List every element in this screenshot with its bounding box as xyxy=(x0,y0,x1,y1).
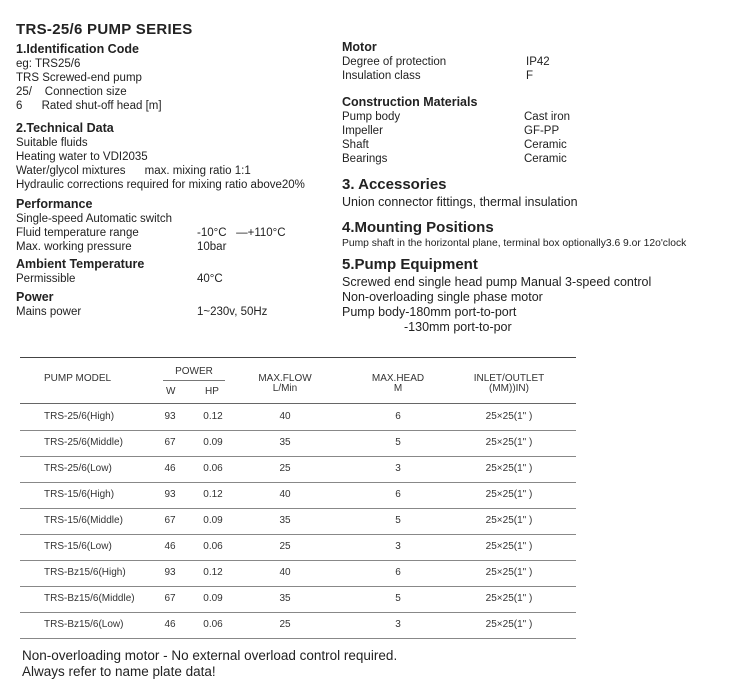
header-inlet-unit: (MM))IN) xyxy=(489,383,529,394)
cell-model: TRS-15/6(Low) xyxy=(44,541,112,552)
ambient-label: Permissible xyxy=(16,273,76,285)
performance-label: Fluid temperature range xyxy=(16,227,139,239)
ambient-value: 40°C xyxy=(197,273,223,285)
materials-label: Impeller xyxy=(342,125,383,137)
cell-power-w: 93 xyxy=(164,489,176,500)
cell-max-flow: 25 xyxy=(279,541,291,552)
performance-label: Max. working pressure xyxy=(16,241,132,253)
equipment-line: -130mm port-to-por xyxy=(404,320,512,334)
cell-max-head: 6 xyxy=(395,489,401,500)
cell-power-w: 93 xyxy=(164,411,176,422)
mounting-text: Pump shaft in the horizontal plane, terminal box optionally3.6 9.or 12o'clock xyxy=(342,238,687,249)
cell-power-w: 46 xyxy=(164,541,176,552)
cell-model: TRS-Bz15/6(Middle) xyxy=(44,593,135,604)
row-rule xyxy=(20,456,576,457)
ambient-heading: Ambient Temperature xyxy=(16,257,145,271)
cell-power-hp: 0.06 xyxy=(203,541,223,552)
row-rule xyxy=(20,638,576,639)
materials-value: GF-PP xyxy=(524,125,560,137)
cell-inlet-outlet: 25×25(1" ) xyxy=(485,515,533,526)
technical-line: Water/glycol mixtures max. mixing ratio 1:1 xyxy=(16,165,251,177)
identification-line: eg: TRS25/6 xyxy=(16,58,81,70)
equipment-line: Screwed end single head pump Manual 3-speed control xyxy=(342,275,652,289)
power-rule xyxy=(163,380,225,381)
cell-max-head: 5 xyxy=(395,593,401,604)
cell-max-flow: 35 xyxy=(279,437,291,448)
row-rule xyxy=(20,560,576,561)
header-flow-unit: L/Min xyxy=(272,383,298,394)
row-rule xyxy=(20,430,576,431)
cell-inlet-outlet: 25×25(1" ) xyxy=(485,593,533,604)
performance-value: 10bar xyxy=(197,241,227,253)
identification-line: 25/ Connection size xyxy=(16,86,127,98)
cell-model: TRS-15/6(High) xyxy=(44,489,115,500)
materials-label: Bearings xyxy=(342,153,388,165)
cell-inlet-outlet: 25×25(1" ) xyxy=(485,463,533,474)
cell-max-flow: 25 xyxy=(279,463,291,474)
cell-model: TRS-25/6(Low) xyxy=(44,463,112,474)
cell-max-head: 6 xyxy=(395,411,401,422)
technical-line: Heating water to VDI2035 xyxy=(16,151,148,163)
technical-line: Suitable fluids xyxy=(16,137,88,149)
accessories-text: Union connector fittings, thermal insulation xyxy=(342,195,578,209)
row-rule xyxy=(20,508,576,509)
header-w: W xyxy=(166,386,176,397)
cell-max-head: 3 xyxy=(395,619,401,630)
header-power: POWER xyxy=(175,366,213,377)
page-title: TRS-25/6 PUMP SERIES xyxy=(16,21,193,38)
row-rule xyxy=(20,482,576,483)
motor-label: Degree of protection xyxy=(342,56,447,68)
identification-line: 6 Rated shut-off head [m] xyxy=(16,100,162,112)
cell-max-head: 5 xyxy=(395,437,401,448)
technical-heading: 2.Technical Data xyxy=(16,121,114,135)
equipment-line: Pump body-180mm port-to-port xyxy=(342,305,517,319)
materials-label: Pump body xyxy=(342,111,401,123)
cell-power-hp: 0.12 xyxy=(203,567,223,578)
power-heading: Power xyxy=(16,290,54,304)
cell-power-w: 67 xyxy=(164,437,176,448)
cell-max-head: 6 xyxy=(395,567,401,578)
row-rule xyxy=(20,534,576,535)
materials-value: Ceramic xyxy=(524,153,567,165)
cell-max-head: 3 xyxy=(395,463,401,474)
cell-inlet-outlet: 25×25(1" ) xyxy=(485,541,533,552)
cell-power-hp: 0.09 xyxy=(203,437,223,448)
materials-label: Shaft xyxy=(342,139,369,151)
motor-value: F xyxy=(526,70,534,82)
cell-power-hp: 0.12 xyxy=(203,489,223,500)
cell-model: TRS-25/6(Middle) xyxy=(44,437,123,448)
materials-heading: Construction Materials xyxy=(342,95,478,109)
cell-max-flow: 35 xyxy=(279,515,291,526)
motor-heading: Motor xyxy=(342,40,377,54)
header-head: MAX.HEAD xyxy=(371,373,425,384)
cell-inlet-outlet: 25×25(1" ) xyxy=(485,411,533,422)
cell-model: TRS-Bz15/6(Low) xyxy=(44,619,124,630)
cell-power-w: 46 xyxy=(164,463,176,474)
row-rule xyxy=(20,612,576,613)
cell-model: TRS-25/6(High) xyxy=(44,411,115,422)
cell-power-hp: 0.09 xyxy=(203,593,223,604)
power-value: 1~230v, 50Hz xyxy=(197,306,268,318)
accessories-heading: 3. Accessories xyxy=(342,176,447,193)
footer-note: Non-overloading motor - No external overload control required. xyxy=(22,648,398,663)
identification-heading: 1.Identification Code xyxy=(16,42,139,56)
cell-max-flow: 40 xyxy=(279,567,291,578)
cell-max-head: 3 xyxy=(395,541,401,552)
header-head-unit: M xyxy=(393,383,403,394)
cell-power-hp: 0.06 xyxy=(203,463,223,474)
cell-max-head: 5 xyxy=(395,515,401,526)
identification-line: TRS Screwed-end pump xyxy=(16,72,142,84)
cell-max-flow: 25 xyxy=(279,619,291,630)
equipment-heading: 5.Pump Equipment xyxy=(342,256,478,273)
mounting-heading: 4.Mounting Positions xyxy=(342,219,494,236)
cell-max-flow: 35 xyxy=(279,593,291,604)
materials-value: Ceramic xyxy=(524,139,567,151)
technical-line: Hydraulic corrections required for mixing ratio above20% xyxy=(16,179,305,191)
performance-heading: Performance xyxy=(16,197,93,211)
header-model: PUMP MODEL xyxy=(44,373,112,384)
cell-power-w: 67 xyxy=(164,515,176,526)
cell-power-hp: 0.09 xyxy=(203,515,223,526)
performance-value: -10°C —+110°C xyxy=(197,227,286,239)
footer-note: Always refer to name plate data! xyxy=(22,664,216,679)
cell-power-w: 93 xyxy=(164,567,176,578)
cell-model: TRS-15/6(Middle) xyxy=(44,515,123,526)
cell-max-flow: 40 xyxy=(279,411,291,422)
motor-value: IP42 xyxy=(526,56,550,68)
table-top-rule xyxy=(20,357,576,358)
cell-power-w: 46 xyxy=(164,619,176,630)
cell-power-hp: 0.06 xyxy=(203,619,223,630)
equipment-line: Non-overloading single phase motor xyxy=(342,290,543,304)
motor-label: Insulation class xyxy=(342,70,421,82)
performance-line: Single-speed Automatic switch xyxy=(16,213,172,225)
row-rule xyxy=(20,586,576,587)
cell-max-flow: 40 xyxy=(279,489,291,500)
header-flow: MAX.FLOW xyxy=(258,373,312,384)
cell-inlet-outlet: 25×25(1" ) xyxy=(485,567,533,578)
cell-inlet-outlet: 25×25(1" ) xyxy=(485,619,533,630)
header-inlet: INLET/OUTLET xyxy=(473,373,545,384)
power-label: Mains power xyxy=(16,306,82,318)
cell-power-w: 67 xyxy=(164,593,176,604)
cell-model: TRS-Bz15/6(High) xyxy=(44,567,126,578)
cell-power-hp: 0.12 xyxy=(203,411,223,422)
cell-inlet-outlet: 25×25(1" ) xyxy=(485,489,533,500)
header-hp: HP xyxy=(205,386,219,397)
materials-value: Cast iron xyxy=(524,111,571,123)
cell-inlet-outlet: 25×25(1" ) xyxy=(485,437,533,448)
table-header-rule xyxy=(20,403,576,404)
